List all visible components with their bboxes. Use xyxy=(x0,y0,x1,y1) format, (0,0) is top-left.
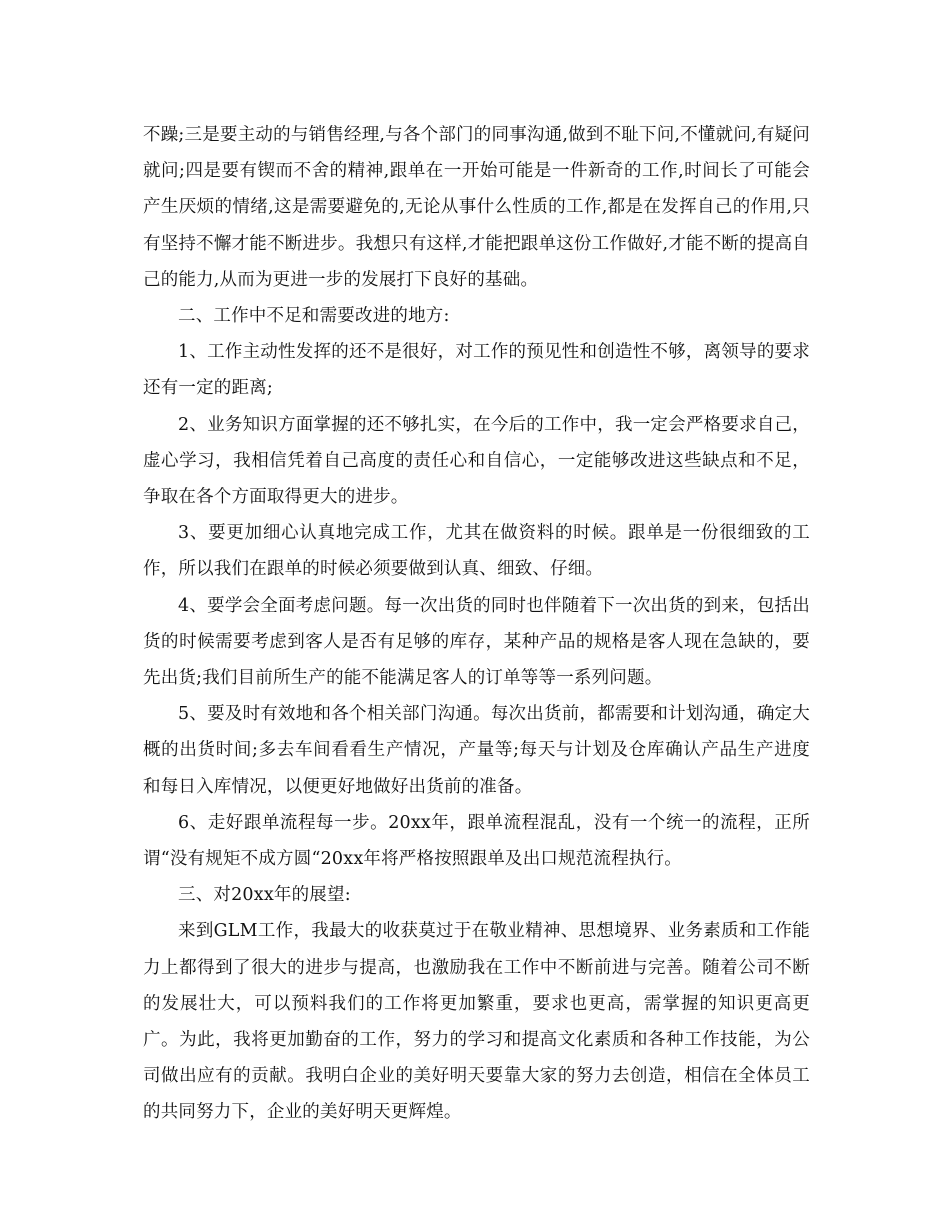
paragraph-outlook: 来到GLM工作，我最大的收获莫过于在敬业精神、思想境界、业务素质和工作能力上都得到了很大的进步与提高，也激励我在工作中不断前进与完善。随着公司不断的发展壮大，可以预料我们的工作将更加繁重，要求也更高，需掌握的知识更高更广。为此，我将更加勤奋的工作，努力的学习和提高文化素质和各种工作技能，为公司做出应有的贡献。我明白企业的美好明天要靠大家的努力去创造，相信在全体员工的共同努力下，企业的美好明天更辉煌。 xyxy=(143,921,810,1123)
document-body xyxy=(143,117,810,1131)
section-heading-outlook: 三、对20xx年的展望: xyxy=(178,885,351,906)
paragraph-continuation: 不躁;三是要主动的与销售经理,与各个部门的同事沟通,做到不耻下问,不懂就问,有疑问就问;四是要有锲而不舍的精神,跟单在一开始可能是一件新奇的工作,时间长了可能会产生厌烦的情绪,这是需要避免的,无论从事什么性质的工作,都是在发挥自己的作用,只有坚持不懈才能不断进步。我想只有这样,才能把跟单这份工作做好,才能不断的提高自己的能力,从而为更进一步的发展打下良好的基础。 xyxy=(143,125,810,290)
list-item-1: 1、工作主动性发挥的还不是很好，对工作的预见性和创造性不够，离领导的要求还有一定的距离; xyxy=(143,342,810,399)
list-item-6: 6、走好跟单流程每一步。20xx年，跟单流程混乱，没有一个统一的流程，正所谓“没有规矩不成方圆“20xx年将严格按照跟单及出口规范流程执行。 xyxy=(143,812,810,870)
list-item-2: 2、业务知识方面掌握的还不够扎实，在今后的工作中，我一定会严格要求自己，虚心学习，我相信凭着自己高度的责任心和自信心，一定能够改进这些缺点和不足，争取在各个方面取得更大的进步。 xyxy=(143,414,810,508)
list-item-3: 3、要更加细心认真地完成工作，尤其在做资料的时候。跟单是一份很细致的工作，所以我们在跟单的时候必须要做到认真、细致、仔细。 xyxy=(143,523,810,580)
list-item-5: 5、要及时有效地和各个相关部门沟通。每次出货前，都需要和计划沟通，确定大概的出货时间;多去车间看看生产情况，产量等;每天与计划及仓库确认产品生产进度和每日入库情况，以便更好地做好出货前的准备。 xyxy=(143,704,810,797)
section-heading-shortcomings: 二、工作中不足和需要改进的地方: xyxy=(178,306,450,327)
list-item-4: 4、要学会全面考虑问题。每一次出货的同时也伴随着下一次出货的到来，包括出货的时候需要考虑到客人是否有足够的库存，某种产品的规格是客人现在急缺的，要先出货;我们目前所生产的能不能满足客人的订单等等一系列问题。 xyxy=(143,595,810,689)
